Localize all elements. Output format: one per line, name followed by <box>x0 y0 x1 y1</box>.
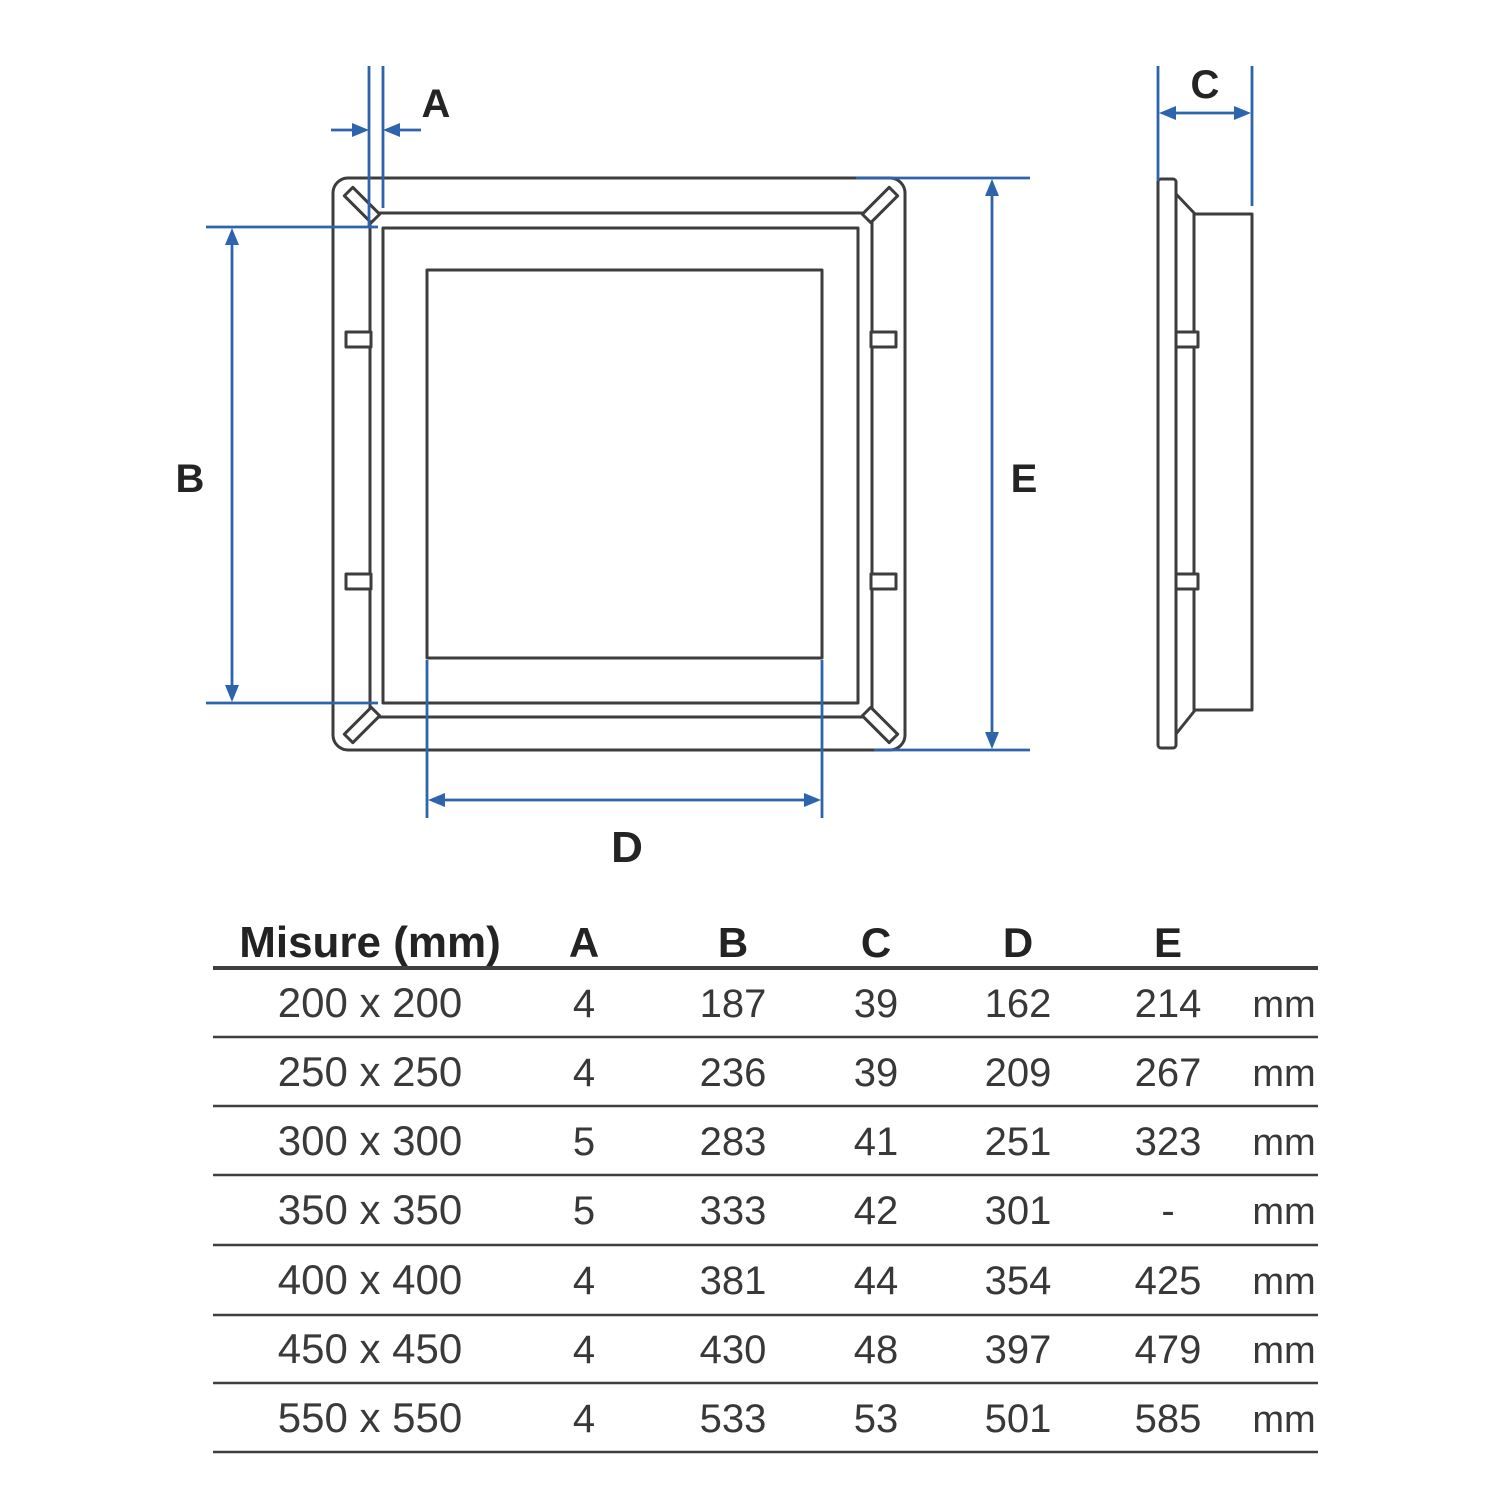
cell-b: 236 <box>699 1051 767 1095</box>
cell-a: 5 <box>572 1189 596 1233</box>
side-body-profile <box>1194 214 1252 710</box>
cell-unit: mm <box>1252 1053 1316 1095</box>
cell-size: 200 x 200 <box>277 979 463 1026</box>
cell-size: 300 x 300 <box>277 1117 463 1164</box>
front-rim-inner <box>383 228 858 703</box>
cell-a: 4 <box>572 1397 596 1441</box>
table-row <box>278 1117 1316 1164</box>
cell-e: 267 <box>1134 1051 1202 1095</box>
corner-notch-bottom-left <box>344 707 379 742</box>
cell-d: 354 <box>984 1259 1052 1303</box>
cell-size: 450 x 450 <box>277 1325 463 1372</box>
cell-d: 301 <box>984 1189 1052 1233</box>
arrowhead-c-left-icon <box>1159 106 1176 120</box>
arrowhead-a-left-icon <box>383 123 400 137</box>
cell-a: 4 <box>572 1328 596 1372</box>
table-header-d: D <box>1002 919 1034 966</box>
front-outer-flange <box>333 178 905 750</box>
cell-size: 550 x 550 <box>277 1394 463 1441</box>
cell-unit: mm <box>1252 984 1316 1026</box>
dim-label-a: A <box>421 82 451 126</box>
arrowhead-b-down-icon <box>225 685 239 702</box>
cell-c: 39 <box>853 982 899 1026</box>
cell-d: 501 <box>984 1397 1052 1441</box>
cell-a: 5 <box>572 1120 596 1164</box>
cell-a: 4 <box>572 982 596 1026</box>
cell-e: 214 <box>1134 982 1202 1026</box>
cell-b: 430 <box>699 1328 767 1372</box>
cell-b: 533 <box>699 1397 767 1441</box>
cell-unit: mm <box>1252 1191 1316 1233</box>
arrowhead-b-up-icon <box>225 228 239 245</box>
table-row <box>278 979 1316 1026</box>
cell-b: 283 <box>699 1120 767 1164</box>
cell-e: 479 <box>1134 1328 1202 1372</box>
front-view <box>333 178 905 750</box>
cell-c: 53 <box>853 1397 899 1441</box>
side-flange-profile <box>1158 179 1176 748</box>
side-clip-right-lower <box>871 574 896 589</box>
corner-notch-top-right <box>862 187 897 222</box>
dim-label-b: B <box>175 457 205 501</box>
front-rim-outer <box>370 213 872 717</box>
arrowhead-d-left-icon <box>428 793 445 807</box>
cell-b: 187 <box>699 982 767 1026</box>
table-row <box>278 1186 1316 1233</box>
corner-notch-bottom-right <box>862 707 897 742</box>
side-view <box>1158 179 1252 748</box>
cell-unit: mm <box>1252 1261 1316 1303</box>
cell-unit: mm <box>1252 1399 1316 1441</box>
arrowhead-a-right-icon <box>352 123 369 137</box>
cell-d: 162 <box>984 982 1052 1026</box>
table-header-a: A <box>568 919 600 966</box>
table-header-e: E <box>1153 919 1183 966</box>
cell-c: 42 <box>853 1189 899 1233</box>
side-clip-lower <box>1176 574 1198 589</box>
table-row <box>278 1325 1316 1372</box>
side-notch-top <box>1176 194 1196 215</box>
cell-e: 323 <box>1134 1120 1202 1164</box>
cell-d: 209 <box>984 1051 1052 1095</box>
cell-d: 251 <box>984 1120 1052 1164</box>
cell-size: 250 x 250 <box>277 1048 463 1095</box>
cell-b: 333 <box>699 1189 767 1233</box>
side-notch-bottom <box>1176 709 1196 734</box>
table-row <box>278 1394 1316 1441</box>
table-row <box>278 1048 1316 1095</box>
table-row <box>278 1256 1316 1303</box>
cell-e: - <box>1161 1189 1175 1233</box>
table-header-c: C <box>860 919 892 966</box>
cell-size: 350 x 350 <box>277 1186 463 1233</box>
cell-c: 44 <box>853 1259 899 1303</box>
side-clip-right-upper <box>871 332 896 347</box>
corner-notch-top-left <box>344 187 379 222</box>
dim-label-d: D <box>611 823 643 872</box>
side-clip-left-lower <box>346 574 371 589</box>
arrowhead-c-right-icon <box>1234 106 1251 120</box>
side-clip-upper <box>1176 332 1198 347</box>
cell-c: 48 <box>853 1328 899 1372</box>
dimensions-table <box>213 918 1318 1452</box>
cell-a: 4 <box>572 1259 596 1303</box>
cell-e: 425 <box>1134 1259 1202 1303</box>
arrowhead-e-down-icon <box>985 732 999 749</box>
cell-d: 397 <box>984 1328 1052 1372</box>
table-header-size: Misure (mm) <box>239 918 501 967</box>
arrowhead-d-right-icon <box>804 793 821 807</box>
cell-e: 585 <box>1134 1397 1202 1441</box>
dim-label-c: C <box>1190 63 1220 107</box>
table-header-b: B <box>717 919 749 966</box>
side-clip-left-upper <box>346 332 371 347</box>
arrowhead-e-up-icon <box>985 179 999 196</box>
cell-unit: mm <box>1252 1122 1316 1164</box>
cell-unit: mm <box>1252 1330 1316 1372</box>
cell-b: 381 <box>699 1259 767 1303</box>
cell-c: 41 <box>853 1120 899 1164</box>
cell-c: 39 <box>853 1051 899 1095</box>
dim-label-e: E <box>1010 457 1038 501</box>
front-recessed-panel <box>427 270 822 658</box>
cell-a: 4 <box>572 1051 596 1095</box>
cell-size: 400 x 400 <box>277 1256 463 1303</box>
